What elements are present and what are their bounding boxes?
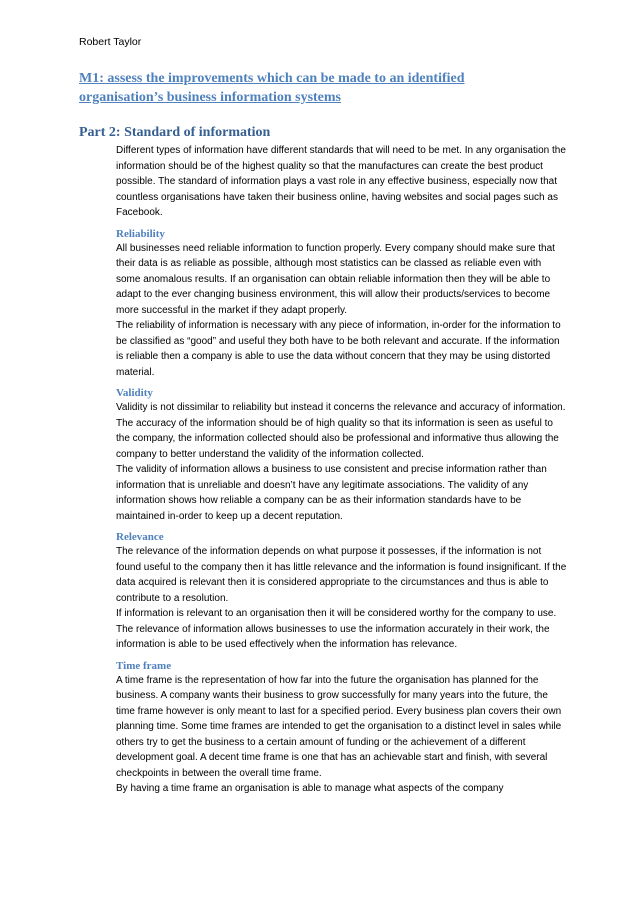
- time-frame-paragraph-2: By having a time frame an organisation is able to manage what aspects of the company: [116, 783, 504, 794]
- validity-paragraph-2: The validity of information allows a business to use consistent and precise information rather than information that is unreliable and doesn’t have any legitimate associations. The validity of any information shows how reliable a company can be as their information standards have to be maintained in-order to keep up a decent reputation.: [116, 464, 547, 522]
- section-heading-relevance: Relevance: [116, 531, 164, 543]
- header-author: Robert Taylor: [79, 36, 142, 48]
- part-heading: Part 2: Standard of information: [79, 125, 271, 140]
- section-heading-reliability: Reliability: [116, 227, 165, 240]
- reliability-paragraph-1: All businesses need reliable information to function properly. Every company should make sure that their data is as reliable as possible, although most statistics can be classed as reliable even with some anomalous results. If an organisation can obtain reliable information then they will be able to adapt to the ever changing business environment, this will allow their products/services to become more successful in the market if they adapt properly.: [116, 242, 555, 316]
- relevance-paragraph-1: The relevance of the information depends on what purpose it possesses, if the information is not found useful to the company then it has little relevance and the information is found insignificant. If the data acquired is relevant then it is considered appropriate to the circumstances and thus is able to contribute to a resolution.: [116, 546, 567, 604]
- reliability-paragraph-2: The reliability of information is necessary with any piece of information, in-order for the information to be classified as “good” and useful they both have to be both relevant and accurate. If the information is reliable then a company is able to use the data without concern that they may be using distorted material.: [116, 320, 561, 378]
- section-heading-validity: Validity: [116, 387, 153, 399]
- relevance-paragraph-2: If information is relevant to an organisation then it will be considered worthy for the company to use. The relevance of information allows businesses to use the information accurately in their work, the information is able to be used effectively when the information has relevance.: [116, 608, 557, 650]
- time-frame-paragraph-1: A time frame is the representation of how far into the future the organisation has planned for the business. A company wants their business to grow successfully for many years into the future, the time frame however is only meant to last for a specified period. Every business plan covers their own planning time. Some time frames are intended to get the organisation to a distinct level in sales while others try to get the business to a certain amount of funding or the achievement of a different development goal. A decent time frame is one that has an achievable start and finish, with several checkpoints in between the overall time frame.: [116, 674, 562, 779]
- intro-paragraph: Different types of information have different standards that will need to be met. In any organisation the information should be of the highest quality so that the manufactures can create the best product possible. The standard of information plays a vast role in any effective business, especially now that countless organisations have taken their business online, having websites and social pages such as Facebook.: [116, 145, 566, 218]
- document-body: [116, 143, 568, 797]
- section-heading-time-frame: Time frame: [116, 659, 172, 672]
- document-title: M1: assess the improvements which can be made to an identified organisation’s business information systems: [79, 71, 465, 105]
- validity-paragraph-1: Validity is not dissimilar to reliability but instead it concerns the relevance and accuracy of information. The accuracy of the information should be of high quality so that its information is seen as useful to the company, the information collected should also be professional and informative thus allowing the company to better understand the validity of the information collected.: [116, 402, 566, 460]
